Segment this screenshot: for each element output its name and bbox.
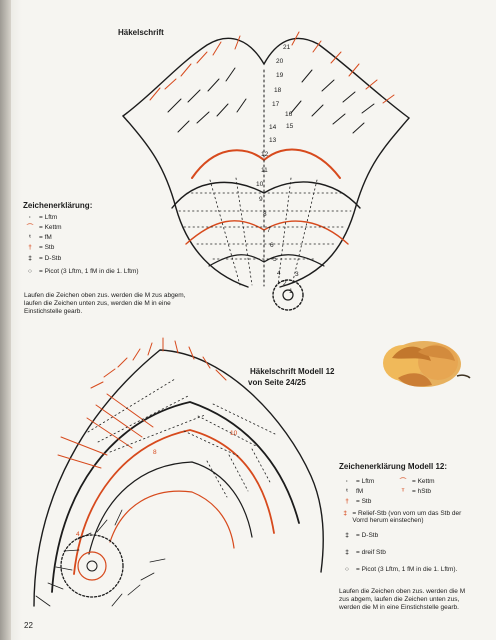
chain-stitch-symbol: · bbox=[28, 214, 32, 221]
bottom-round-number-4: 4 bbox=[76, 531, 80, 538]
bottom-half-double-symbol: ᵀ bbox=[401, 488, 405, 495]
single-crochet-label: = fM bbox=[39, 234, 52, 241]
bottom-slip-label: = Kettm bbox=[412, 478, 435, 485]
round-number-17: 17 bbox=[272, 101, 280, 108]
round-number-9: 9 bbox=[259, 196, 263, 203]
bottom-slip-symbol: ⌒ bbox=[399, 478, 407, 485]
round-number-10: 10 bbox=[256, 181, 264, 188]
bottom-round-number-10: 10 bbox=[230, 430, 238, 437]
round-number-3: 3 bbox=[295, 271, 299, 278]
bottom-legend-row-single bbox=[342, 488, 363, 495]
bottom-double-label: = Stb bbox=[356, 498, 372, 505]
top-legend-row-slip bbox=[25, 224, 62, 231]
bottom-single-label: fM bbox=[356, 488, 364, 495]
bottom-double-symbol: † bbox=[345, 498, 349, 505]
bottom-triple-label: = dreif Stb bbox=[356, 549, 386, 556]
top-legend-row-chain bbox=[25, 214, 57, 221]
chain-stitch-label: = Lftm bbox=[39, 214, 58, 221]
round-number-11: 11 bbox=[261, 167, 268, 174]
round-number-1: 1 bbox=[289, 288, 293, 295]
round-number-5: 5 bbox=[273, 256, 277, 263]
bottom-chain-label: = Lftm bbox=[356, 478, 375, 485]
bottom-relief-label: = Relief-Stb (von vorn um das Stb der Vorrd herum einstechen) bbox=[352, 510, 462, 524]
round-number-6: 6 bbox=[270, 242, 274, 249]
round-number-21: 21 bbox=[283, 44, 291, 51]
bottom-legend-row-slip bbox=[398, 478, 435, 485]
round-number-14: 14 bbox=[269, 124, 277, 131]
bottom-picot-label: = Picot (3 Lftm, 1 fM in die 1. Lftm). bbox=[356, 566, 458, 573]
round-number-2: 2 bbox=[283, 280, 287, 287]
top-legend-row-picot bbox=[25, 268, 139, 275]
bottom-picot-symbol: ○ bbox=[345, 566, 349, 573]
bottom-note-text: Laufen die Zeichen oben zus. werden die M zus abgem, laufen die Zeichen unten zus, werden die M in eine Einstichstelle gearb. bbox=[339, 588, 466, 611]
round-number-12: 12 bbox=[261, 151, 269, 158]
top-note-text: Laufen die Zeichen oben zus. werden die M zus abgem, laufen die Zeichen unten zus, werden die M in eine Einstichstelle gearb. bbox=[24, 292, 186, 315]
slip-stitch-symbol: ⌒ bbox=[26, 224, 34, 231]
bottom-legend-row-treble bbox=[342, 532, 378, 539]
picot-symbol: ○ bbox=[28, 268, 32, 275]
bottom-triple-symbol: ‡ bbox=[345, 549, 349, 556]
bottom-legend-title: Zeichenerklärung Modell 12: bbox=[339, 462, 448, 471]
top-chart-title: Häkelschrift bbox=[118, 28, 164, 37]
round-number-4: 4 bbox=[277, 270, 281, 277]
bottom-chart-title: Häkelschrift Modell 12 bbox=[250, 367, 335, 376]
bottom-treble-label: = D-Stb bbox=[356, 532, 379, 539]
round-number-15: 15 bbox=[286, 123, 294, 130]
top-legend-row-treble bbox=[25, 255, 61, 262]
treble-crochet-label: = D-Stb bbox=[39, 255, 62, 262]
round-number-20: 20 bbox=[276, 58, 284, 65]
picot-label: = Picot (3 Lftm, 1 fM in die 1. Lftm) bbox=[39, 268, 139, 275]
bottom-legend-row-half-double bbox=[398, 488, 431, 495]
bottom-half-double-label: = hStb bbox=[412, 488, 431, 495]
bottom-chain-symbol: · bbox=[345, 478, 349, 485]
bottom-relief-symbol: ‡ bbox=[343, 510, 347, 517]
bottom-legend-row-double bbox=[342, 498, 371, 505]
top-legend-row-double bbox=[25, 244, 54, 251]
top-legend-row-single bbox=[25, 234, 52, 241]
round-number-7: 7 bbox=[267, 227, 271, 234]
bottom-single-symbol: ᵗ bbox=[346, 488, 348, 495]
bottom-legend-row-picot bbox=[342, 566, 457, 573]
double-crochet-symbol: † bbox=[28, 244, 32, 251]
slip-stitch-label: = Kettm bbox=[39, 224, 62, 231]
treble-crochet-symbol: ‡ bbox=[28, 255, 32, 262]
rose-image bbox=[383, 341, 470, 387]
round-number-8: 8 bbox=[263, 211, 267, 218]
bottom-legend-row-chain bbox=[342, 478, 374, 485]
bottom-round-number-8: 8 bbox=[153, 449, 157, 456]
round-number-18: 18 bbox=[274, 87, 282, 94]
round-number-16: 16 bbox=[285, 111, 293, 118]
bottom-chart-subtitle: von Seite 24/25 bbox=[248, 378, 306, 387]
bottom-legend-row-triple bbox=[342, 549, 386, 556]
round-number-13: 13 bbox=[269, 137, 277, 144]
page-number: 22 bbox=[24, 621, 33, 630]
bottom-legend-row-relief bbox=[342, 510, 468, 524]
round-number-19: 19 bbox=[276, 72, 284, 79]
top-legend-title: Zeichenerklärung: bbox=[23, 201, 93, 210]
bottom-treble-symbol: ‡ bbox=[345, 532, 349, 539]
double-crochet-label: = Stb bbox=[39, 244, 55, 251]
single-crochet-symbol: ᵗ bbox=[29, 234, 31, 241]
